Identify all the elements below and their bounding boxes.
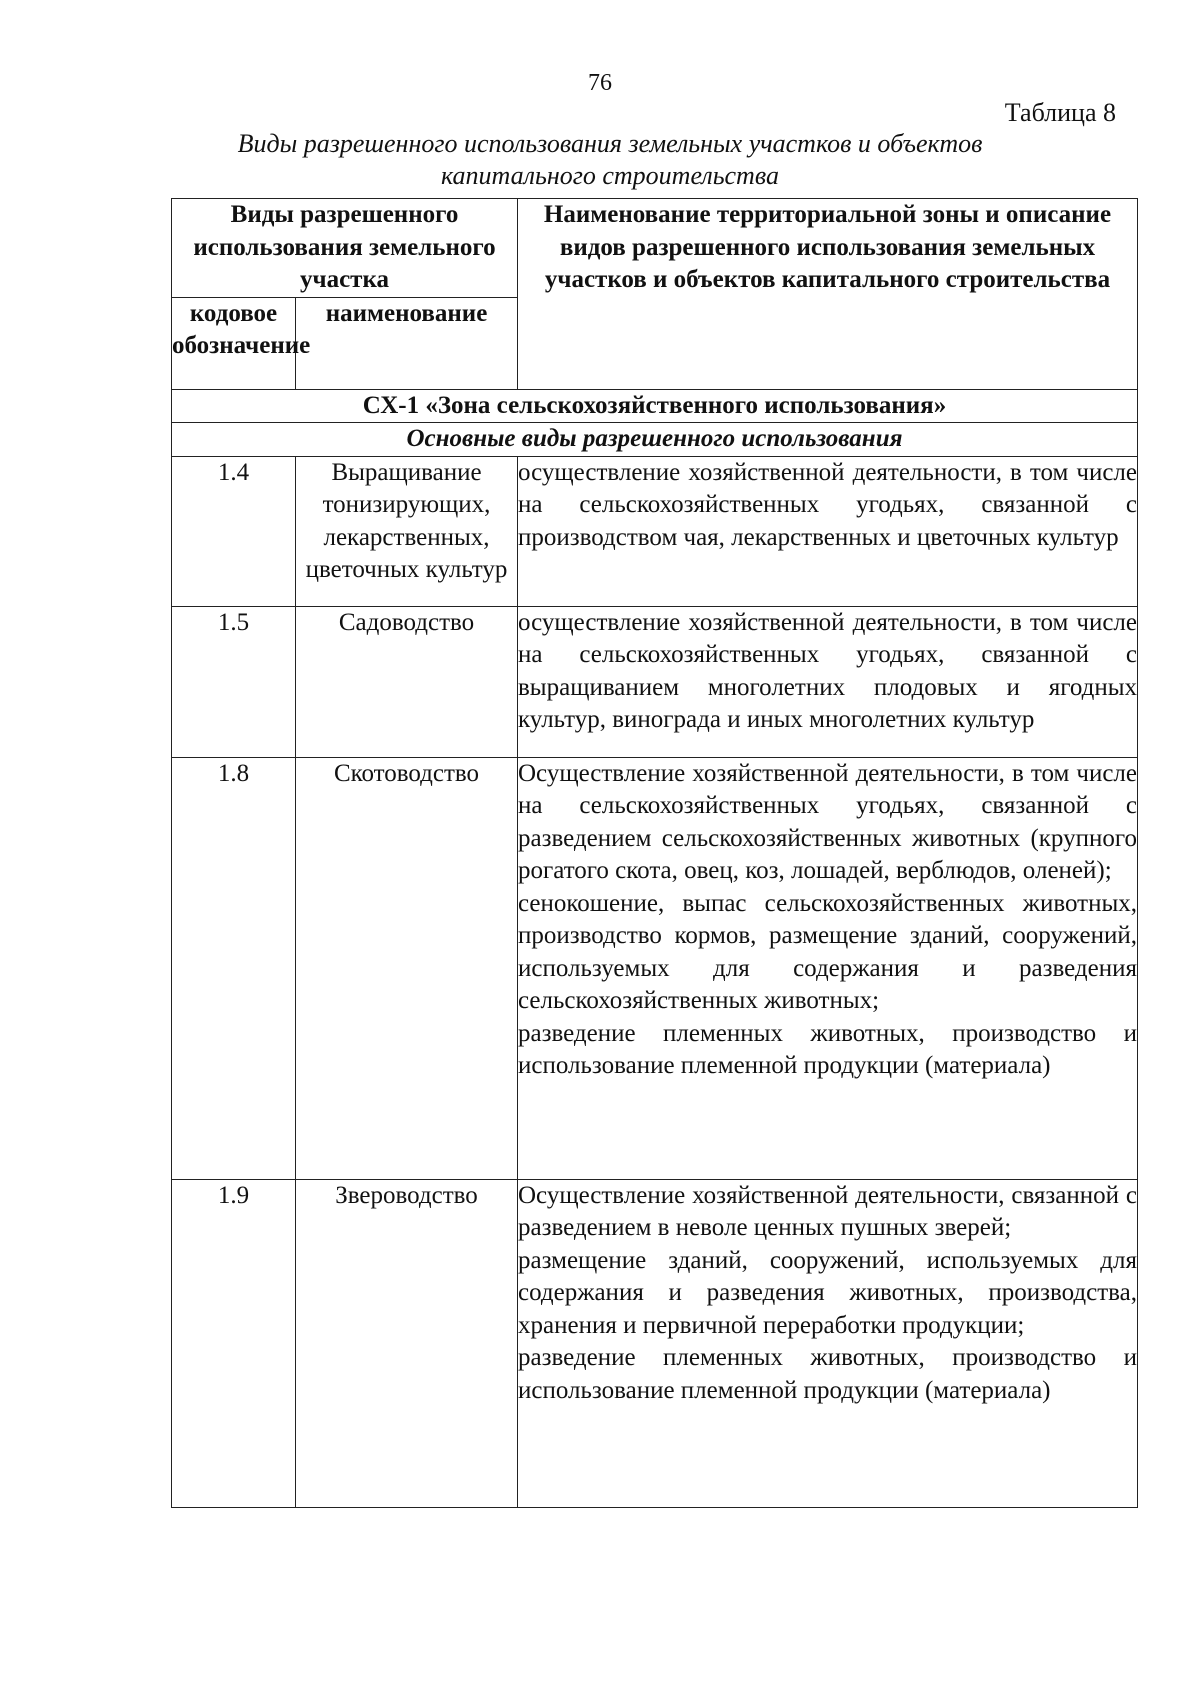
header-description: Наименование территориальной зоны и описание видов разрешенного использования земельных участков и объектов капитального строительства [518, 199, 1138, 390]
row-name: Выращивание тонизирующих, лекарственных, цветочных культур [296, 456, 518, 606]
subzone-row [172, 423, 1138, 457]
row-code: 1.5 [172, 606, 296, 757]
header-code: кодовое обозначение [172, 297, 296, 389]
row-description [518, 456, 1138, 606]
zone-title: СХ-1 «Зона сельскохозяйственного использования» [172, 389, 1138, 423]
description-paragraph: разведение племенных животных, производство и использование племенной продукции (материала) [518, 1344, 1137, 1404]
row-code: 1.9 [172, 1179, 296, 1507]
table-label: Таблица 8 [1004, 98, 1116, 127]
table-row [172, 757, 1138, 1179]
header-row-1 [172, 199, 1138, 298]
table-row [172, 606, 1138, 757]
row-description [518, 757, 1138, 1179]
description-paragraph: сенокошение, выпас сельскохозяйственных животных, производство кормов, размещение зданий, сооружений, используемых для содержания и разведения сельскохозяйственных животных; [518, 889, 1137, 1014]
row-description [518, 606, 1138, 757]
row-name: Звероводство [296, 1179, 518, 1507]
description-paragraph: Осуществление хозяйственной деятельности, связанной с разведением в неволе ценных пушных зверей; [518, 1181, 1137, 1241]
description-paragraph: осуществление хозяйственной деятельности, в том числе на сельскохозяйственных угодьях, связанной с производством чая, лекарственных и цветочных культур [518, 458, 1137, 551]
table-caption: Виды разрешенного использования земельных участков и объектов капитального строительства [237, 129, 983, 190]
land-use-table [171, 198, 1138, 1508]
description-paragraph: размещение зданий, сооружений, используемых для содержания и разведения животных, производства, хранения и первичной переработки продукции; [518, 1246, 1137, 1339]
table-row [172, 1179, 1138, 1507]
table-row [172, 456, 1138, 606]
row-code: 1.8 [172, 757, 296, 1179]
header-group: Виды разрешенного использования земельного участка [172, 199, 518, 298]
row-name: Садоводство [296, 606, 518, 757]
row-description [518, 1179, 1138, 1507]
header-name: наименование [296, 297, 518, 389]
description-paragraph: разведение племенных животных, производство и использование племенной продукции (материала) [518, 1019, 1137, 1079]
subzone-title: Основные виды разрешенного использования [172, 423, 1138, 457]
description-paragraph: Осуществление хозяйственной деятельности, в том числе на сельскохозяйственных угодьях, связанной с разведением сельскохозяйственных животных (крупного рогатого скота, овец, коз, лошадей, верблюдов, оленей); [518, 759, 1137, 884]
row-name: Скотоводство [296, 757, 518, 1179]
description-paragraph: осуществление хозяйственной деятельности, в том числе на сельскохозяйственных угодьях, связанной с выращиванием многолетних плодовых и ягодных культур, винограда и иных многолетних культур [518, 608, 1137, 733]
row-code: 1.4 [172, 456, 296, 606]
zone-row [172, 389, 1138, 423]
page-number: 76 [588, 70, 612, 96]
